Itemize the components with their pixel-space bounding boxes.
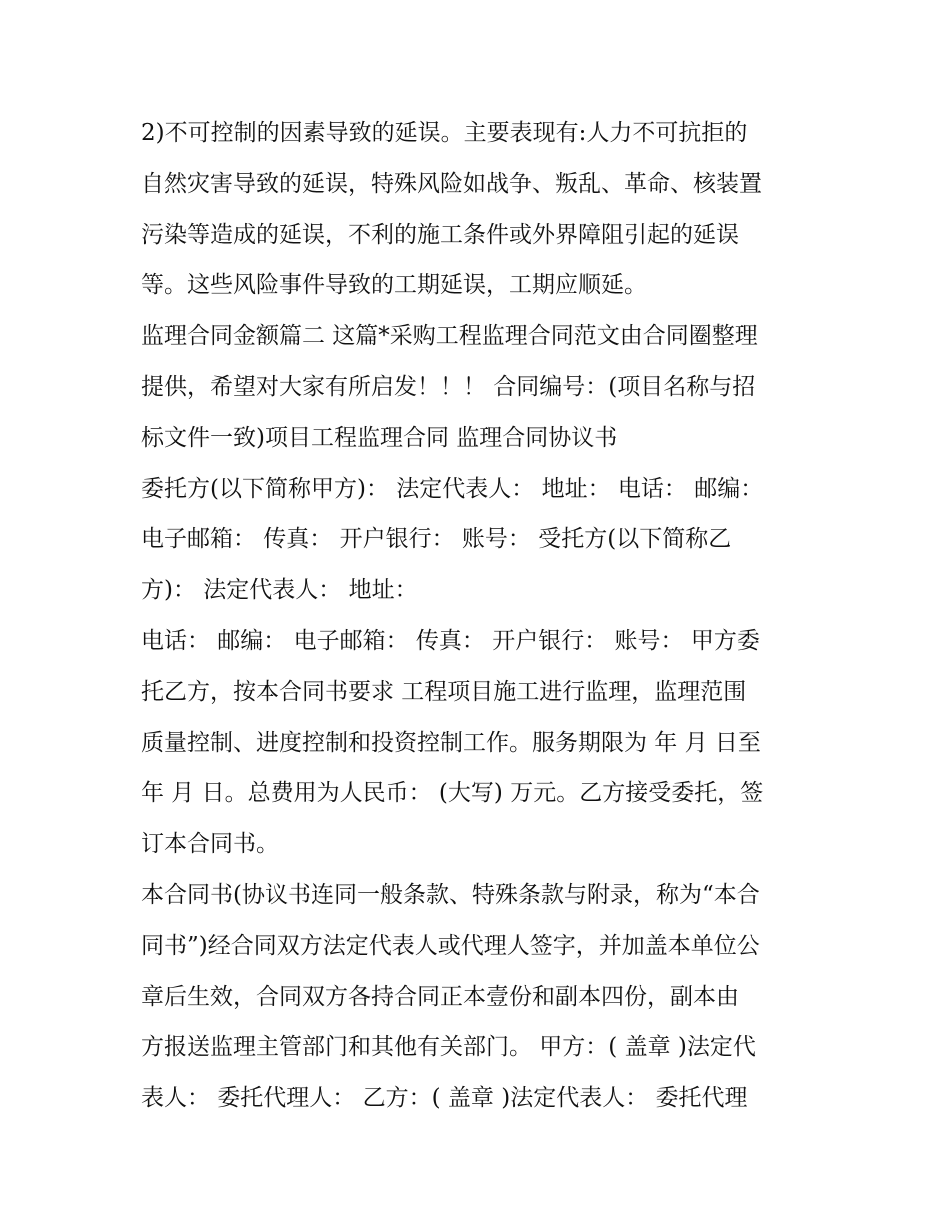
text-line: 方报送监理主管部门和其他有关部门。 甲方：( 盖章 )法定代 bbox=[141, 1034, 756, 1061]
text-line: 年 月 日。总费用为人民币： (大写) 万元。乙方接受委托，签 bbox=[141, 780, 764, 807]
document-body bbox=[141, 108, 821, 1124]
text-line: 表人： 委托代理人： 乙方：( 盖章 )法定代表人： 委托代理 bbox=[141, 1085, 748, 1112]
text-line: 同书”)经合同双方法定代表人或代理人签字，并加盖本单位公 bbox=[141, 932, 760, 959]
text-line: 电话： 邮编： 电子邮箱： 传真： 开户银行： 账号： 甲方委 bbox=[141, 627, 760, 654]
text-line: 标文件一致)项目工程监理合同 监理合同协议书 bbox=[141, 424, 618, 451]
text-line: 污染等造成的延误，不利的施工条件或外界障阻引起的延误 bbox=[141, 221, 739, 248]
text-line: 等。这些风险事件导致的工期延误，工期应顺延。 bbox=[141, 272, 647, 299]
text-line: 委托方(以下简称甲方)： 法定代表人： 地址： 电话： 邮编： bbox=[141, 475, 764, 502]
text-line: 电子邮箱： 传真： 开户银行： 账号： 受托方(以下简称乙 bbox=[141, 526, 732, 553]
text-line: 订本合同书。 bbox=[141, 831, 279, 858]
text-line: 监理合同金额篇二 这篇*采购工程监理合同范文由合同圈整理 bbox=[141, 323, 758, 350]
text-line: 2)不可控制的因素导致的延误。主要表现有:人力不可抗拒的 bbox=[141, 120, 748, 146]
text-line: 提供，希望对大家有所启发！！！ 合同编号：(项目名称与招 bbox=[141, 373, 756, 400]
text-line: 自然灾害导致的延误，特殊风险如战争、叛乱、革命、核装置 bbox=[141, 170, 762, 197]
text-line: 托乙方，按本合同书要求 工程项目施工进行监理，监理范围 bbox=[141, 678, 747, 705]
text-line: 章后生效，合同双方各持合同正本壹份和副本四份，副本由 bbox=[141, 983, 739, 1010]
text-line: 质量控制、进度控制和投资控制工作。服务期限为 年 月 日至 bbox=[141, 729, 761, 756]
text-line: 方)： 法定代表人： 地址： bbox=[141, 577, 418, 604]
text-line: 本合同书(协议书连同一般条款、特殊条款与附录，称为“本合 bbox=[141, 881, 760, 908]
